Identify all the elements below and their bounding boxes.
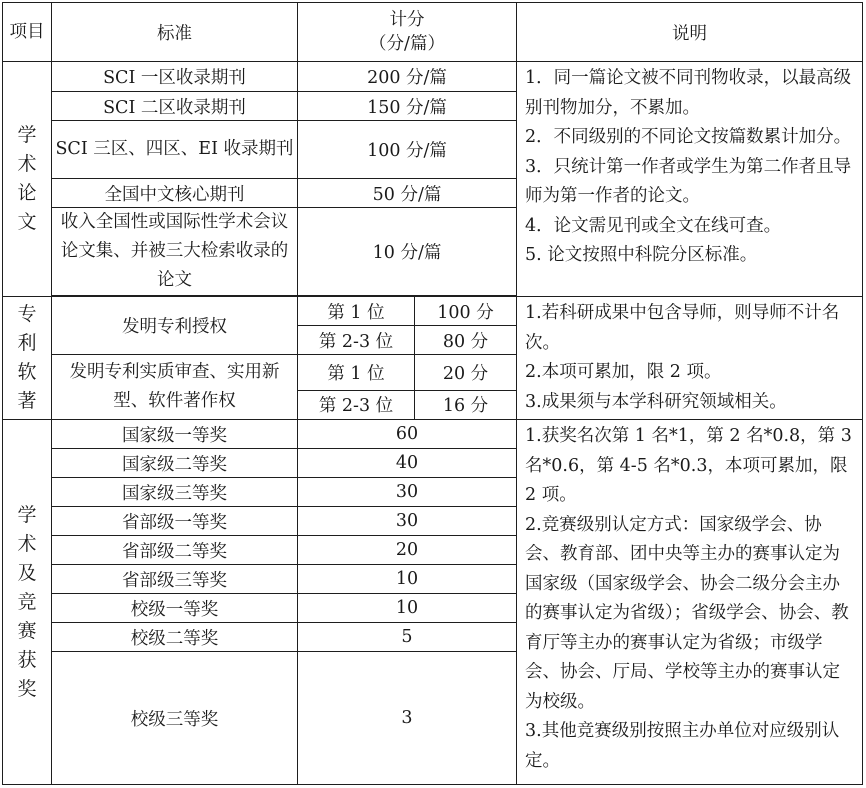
standard-cell: SCI 一区收录期刊 [52,62,298,92]
note-item: 1．同一篇论文被不同刊物收录，以最高级别刊物加分，不累加。 [525,68,852,118]
notes-patents [517,297,863,420]
notes-papers [517,62,863,297]
header-score [298,3,517,62]
table-row [3,420,863,449]
score-cell: 60 [298,420,517,449]
standard-cell: 国家级二等奖 [52,449,298,478]
score-cell: 30 [298,478,517,507]
category-papers: 学 术 论 文 [3,62,52,297]
note-item: 3.成果须与本学科研究领域相关。 [525,391,787,412]
header-notes: 说明 [517,3,863,62]
score-cell: 10 [298,565,517,594]
score-cell: 40 [298,449,517,478]
rank-cell: 第 2-3 位 [298,326,415,355]
score-cell: 20 [298,536,517,565]
standard-cell: 省部级二等奖 [52,536,298,565]
header-standard: 标准 [52,3,298,62]
rank-cell: 第 1 位 [298,355,415,391]
rank-cell: 第 1 位 [298,297,415,326]
standard-cell: 收入全国性或国际性学术会议论文集、并被三大检索收录的论文 [52,208,298,296]
note-item: 4．论文需见刊或全文在线可查。 [525,215,782,236]
score-cell: 150 分/篇 [298,92,517,121]
score-cell: 30 [298,507,517,536]
category-awards: 学 术 及 竞 赛 获 奖 [3,420,52,785]
table-row [3,297,863,326]
standard-cell: 国家级一等奖 [52,420,298,449]
standard-cell: SCI 二区收录期刊 [52,92,298,121]
score-cell: 10 [298,594,517,623]
note-item: 2．不同级别的不同论文按篇数累计加分。 [525,127,852,147]
header-row [3,3,863,62]
score-cell: 16 分 [415,390,517,420]
standard-cell: 校级一等奖 [52,594,298,623]
score-cell: 80 分 [415,326,517,355]
rank-cell: 第 2-3 位 [298,390,415,420]
scoring-table [2,2,863,785]
note-item: 3．只统计第一作者或学生为第二作者且导师为第一作者的论文。 [525,156,852,206]
score-cell: 3 [298,652,517,785]
standard-cell: 校级二等奖 [52,623,298,652]
header-category: 项目 [3,3,52,62]
notes-awards [517,420,863,785]
note-item: 3.其他竞赛级别按照主办单位对应级别认定。 [525,721,840,771]
standard-cell: SCI 三区、四区、EI 收录期刊 [52,121,298,179]
score-cell: 200 分/篇 [298,62,517,92]
header-score-line1: 计分 [389,10,425,30]
score-cell: 50 分/篇 [298,179,517,208]
category-patents: 专 利 软 著 [3,297,52,420]
standard-cell: 校级三等奖 [52,652,298,785]
score-cell: 20 分 [415,355,517,391]
score-cell: 10 分/篇 [298,208,517,296]
standard-cell: 省部级三等奖 [52,565,298,594]
note-item: 2.竞赛级别认定方式：国家级学会、协会、教育部、团中央等主办的赛事认定为国家级（国家级学会、协会二级分会主办的赛事认定为省级）；省级学会、协会、教育厅等主办的赛事认定为省级；市级学会、协会、厅局、学校等主办的赛事认定为校级。 [525,514,849,712]
note-item: 1.若科研成果中包含导师，则导师不计名次。 [525,303,840,353]
standard-cell: 国家级三等奖 [52,478,298,507]
score-cell: 100 分/篇 [298,121,517,179]
standard-cell: 发明专利实质审查、实用新型、软件著作权 [52,355,298,420]
note-item: 2.本项可累加，限 2 项。 [525,362,722,382]
score-cell: 5 [298,623,517,652]
standard-cell: 发明专利授权 [52,297,298,355]
note-item: 5. 论文按照中科院分区标准。 [525,245,758,265]
header-score-line2: （分/篇） [369,34,445,54]
standard-cell: 省部级一等奖 [52,507,298,536]
note-item: 1.获奖名次第 1 名*1，第 2 名*0.8，第 3 名*0.6，第 4-5 名*0.3，本项可累加，限 2 项。 [525,426,852,505]
table-row [3,62,863,92]
standard-cell: 全国中文核心期刊 [52,179,298,208]
score-cell: 100 分 [415,297,517,326]
